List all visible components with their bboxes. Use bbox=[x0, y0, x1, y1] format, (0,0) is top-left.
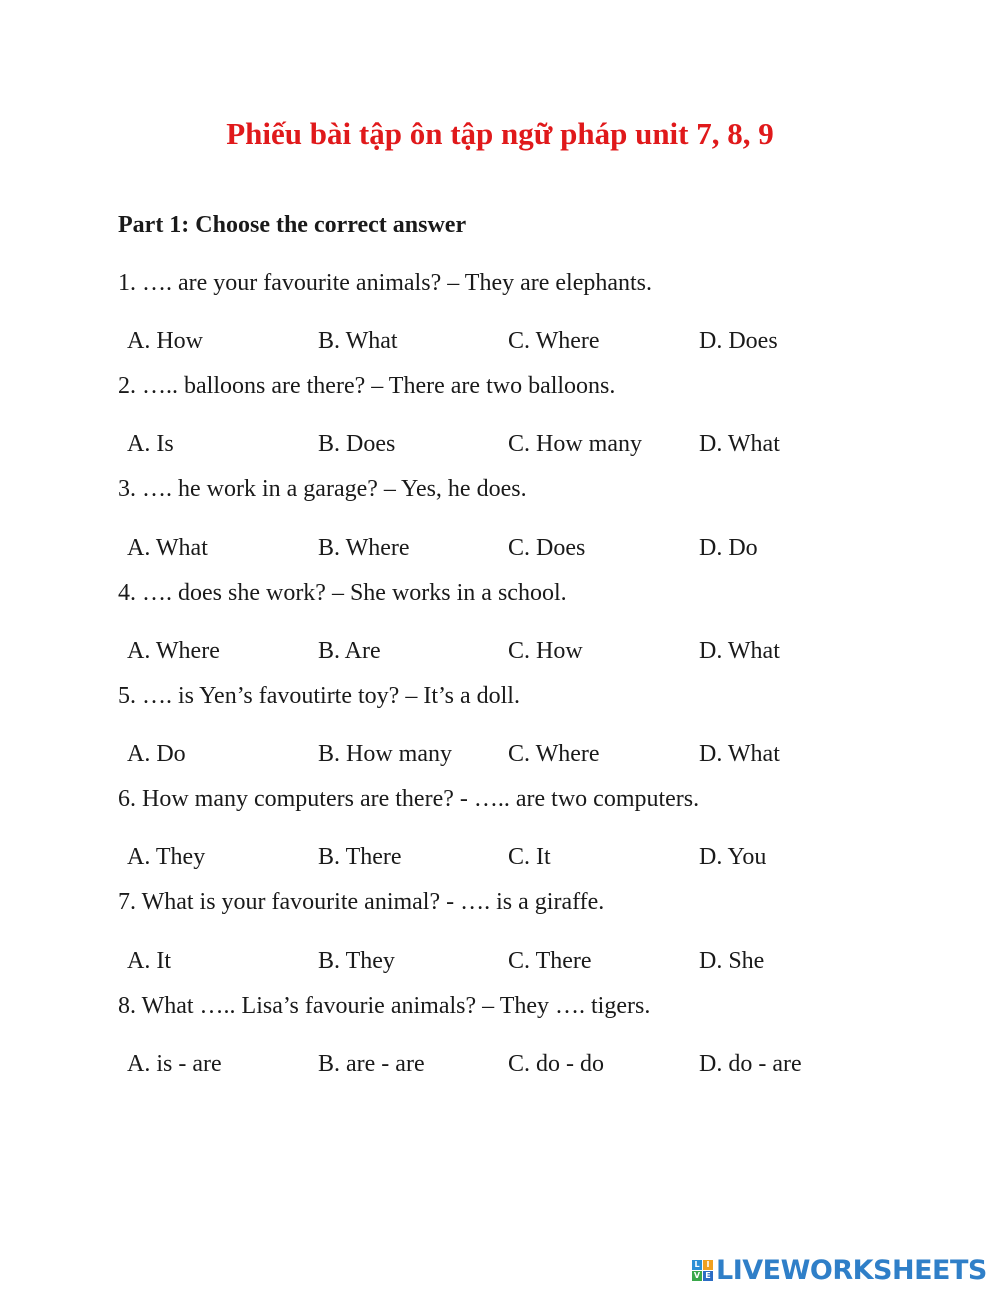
part-1-heading: Part 1: Choose the correct answer bbox=[118, 212, 467, 238]
option-b[interactable]: B. are - are bbox=[318, 1051, 425, 1077]
option-a[interactable]: A. What bbox=[127, 535, 208, 561]
option-b[interactable]: B. Where bbox=[318, 535, 410, 561]
option-a[interactable]: A. Is bbox=[127, 431, 174, 457]
question-8: 8. What ….. Lisa’s favourie animals? – They …. tigers. bbox=[118, 993, 651, 1019]
option-c[interactable]: C. How many bbox=[508, 431, 642, 457]
options-row-4 bbox=[127, 638, 887, 668]
question-5: 5. …. is Yen’s favoutirte toy? – It’s a doll. bbox=[118, 683, 520, 709]
options-row-2 bbox=[127, 431, 887, 461]
option-c[interactable]: C. do - do bbox=[508, 1051, 604, 1077]
question-4: 4. …. does she work? – She works in a school. bbox=[118, 580, 567, 606]
option-d[interactable]: D. What bbox=[699, 741, 780, 767]
option-d[interactable]: D. What bbox=[699, 638, 780, 664]
option-b[interactable]: B. Are bbox=[318, 638, 381, 664]
option-d[interactable]: D. Do bbox=[699, 535, 758, 561]
options-row-6 bbox=[127, 844, 887, 874]
option-a[interactable]: A. Where bbox=[127, 638, 220, 664]
option-c[interactable]: C. Does bbox=[508, 535, 586, 561]
options-row-7 bbox=[127, 948, 887, 978]
option-b[interactable]: B. There bbox=[318, 844, 402, 870]
option-c[interactable]: C. There bbox=[508, 948, 592, 974]
option-d[interactable]: D. do - are bbox=[699, 1051, 802, 1077]
options-row-8 bbox=[127, 1051, 887, 1081]
logo-mark-icon: L I V E bbox=[692, 1260, 713, 1281]
option-b[interactable]: B. They bbox=[318, 948, 395, 974]
options-row-3 bbox=[127, 535, 887, 565]
option-d[interactable]: D. She bbox=[699, 948, 765, 974]
question-2: 2. ….. balloons are there? – There are two balloons. bbox=[118, 373, 616, 399]
option-a[interactable]: A. Do bbox=[127, 741, 186, 767]
option-c[interactable]: C. How bbox=[508, 638, 583, 664]
question-1: 1. …. are your favourite animals? – They are elephants. bbox=[118, 270, 653, 296]
question-6: 6. How many computers are there? - ….. are two computers. bbox=[118, 786, 700, 812]
option-d[interactable]: D. You bbox=[699, 844, 767, 870]
option-d[interactable]: D. Does bbox=[699, 328, 778, 354]
question-3: 3. …. he work in a garage? – Yes, he does. bbox=[118, 476, 527, 502]
option-b[interactable]: B. How many bbox=[318, 741, 452, 767]
option-c[interactable]: C. Where bbox=[508, 741, 600, 767]
option-c[interactable]: C. Where bbox=[508, 328, 600, 354]
option-a[interactable]: A. How bbox=[127, 328, 203, 354]
option-b[interactable]: B. What bbox=[318, 328, 398, 354]
question-7: 7. What is your favourite animal? - …. is a giraffe. bbox=[118, 889, 605, 915]
logo-text: LIVEWORKSHEETS bbox=[716, 1254, 987, 1286]
options-row-5 bbox=[127, 741, 887, 771]
option-a[interactable]: A. They bbox=[127, 844, 206, 870]
options-row-1 bbox=[127, 328, 887, 358]
option-b[interactable]: B. Does bbox=[318, 431, 396, 457]
option-a[interactable]: A. It bbox=[127, 948, 171, 974]
option-d[interactable]: D. What bbox=[699, 431, 780, 457]
option-a[interactable]: A. is - are bbox=[127, 1051, 222, 1077]
liveworksheets-logo bbox=[692, 1255, 987, 1285]
page-title: Phiếu bài tập ôn tập ngữ pháp unit 7, 8, 9 bbox=[226, 116, 774, 151]
option-c[interactable]: C. It bbox=[508, 844, 551, 870]
